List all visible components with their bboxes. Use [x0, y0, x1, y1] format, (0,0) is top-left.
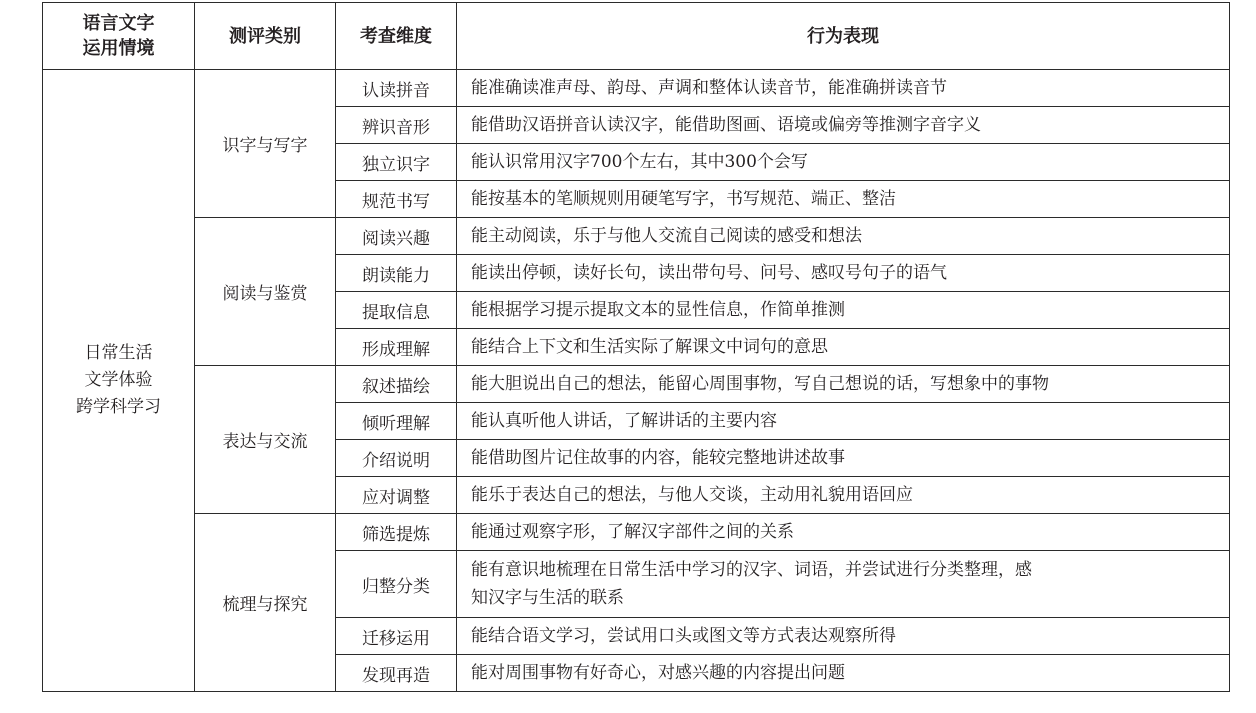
- table-row: [43, 366, 1230, 403]
- dimension-cell: 提取信息: [336, 292, 457, 329]
- behavior-cell: 能准确读准声母、韵母、声调和整体认读音节，能准确拼读音节: [457, 70, 1230, 107]
- table-row: [43, 70, 1230, 107]
- behavior-cell: 能借助图片记住故事的内容，能较完整地讲述故事: [457, 440, 1230, 477]
- context-line: 文学体验: [84, 370, 153, 390]
- behavior-cell: 能通过观察字形，了解汉字部件之间的关系: [457, 514, 1230, 551]
- dimension-cell: 应对调整: [336, 477, 457, 514]
- header-context-line1: 语言文字: [82, 13, 155, 34]
- dimension-cell: 朗读能力: [336, 255, 457, 292]
- dimension-cell: 叙述描绘: [336, 366, 457, 403]
- behavior-cell: 能对周围事物有好奇心，对感兴趣的内容提出问题: [457, 655, 1230, 692]
- category-cell: 识字与写字: [195, 70, 336, 218]
- behavior-cell: 能认识常用汉字700个左右，其中300个会写: [457, 144, 1230, 181]
- header-category: 测评类别: [195, 3, 336, 70]
- header-dimension: 考查维度: [336, 3, 457, 70]
- dimension-cell: 倾听理解: [336, 403, 457, 440]
- dimension-cell: 规范书写: [336, 181, 457, 218]
- dimension-cell: 迁移运用: [336, 618, 457, 655]
- behavior-cell: 能根据学习提示提取文本的显性信息，作简单推测: [457, 292, 1230, 329]
- dimension-cell: 形成理解: [336, 329, 457, 366]
- dimension-cell: 独立识字: [336, 144, 457, 181]
- category-cell: 阅读与鉴赏: [195, 218, 336, 366]
- context-line: 跨学科学习: [76, 397, 161, 417]
- category-cell: 表达与交流: [195, 366, 336, 514]
- dimension-cell: 认读拼音: [336, 70, 457, 107]
- behavior-cell: 能认真听他人讲话，了解讲话的主要内容: [457, 403, 1230, 440]
- header-behavior: 行为表现: [457, 3, 1230, 70]
- assessment-table: [42, 2, 1230, 692]
- behavior-cell: 能结合上下文和生活实际了解课文中词句的意思: [457, 329, 1230, 366]
- behavior-cell: 能借助汉语拼音认读汉字，能借助图画、语境或偏旁等推测字音字义: [457, 107, 1230, 144]
- category-cell: 梳理与探究: [195, 514, 336, 692]
- behavior-line: 知汉字与生活的联系: [471, 588, 624, 608]
- header-row: [43, 3, 1230, 70]
- dimension-cell: 筛选提炼: [336, 514, 457, 551]
- dimension-cell: 归整分类: [336, 551, 457, 618]
- behavior-line: 能有意识地梳理在日常生活中学习的汉字、词语，并尝试进行分类整理，感: [471, 560, 1032, 580]
- table-row: [43, 218, 1230, 255]
- behavior-cell: 能按基本的笔顺规则用硬笔写字，书写规范、端正、整洁: [457, 181, 1230, 218]
- context-cell: [43, 70, 195, 692]
- header-context: [43, 3, 195, 70]
- dimension-cell: 阅读兴趣: [336, 218, 457, 255]
- dimension-cell: 介绍说明: [336, 440, 457, 477]
- context-line: 日常生活: [84, 343, 153, 363]
- table-row: [43, 514, 1230, 551]
- header-context-line2: 运用情境: [82, 38, 155, 59]
- assessment-table-wrapper: [42, 2, 1229, 692]
- behavior-cell: [457, 551, 1230, 618]
- dimension-cell: 发现再造: [336, 655, 457, 692]
- behavior-cell: 能主动阅读，乐于与他人交流自己阅读的感受和想法: [457, 218, 1230, 255]
- behavior-cell: 能大胆说出自己的想法，能留心周围事物，写自己想说的话，写想象中的事物: [457, 366, 1230, 403]
- behavior-cell: 能读出停顿，读好长句，读出带句号、问号、感叹号句子的语气: [457, 255, 1230, 292]
- behavior-cell: 能结合语文学习，尝试用口头或图文等方式表达观察所得: [457, 618, 1230, 655]
- behavior-cell: 能乐于表达自己的想法，与他人交谈，主动用礼貌用语回应: [457, 477, 1230, 514]
- dimension-cell: 辨识音形: [336, 107, 457, 144]
